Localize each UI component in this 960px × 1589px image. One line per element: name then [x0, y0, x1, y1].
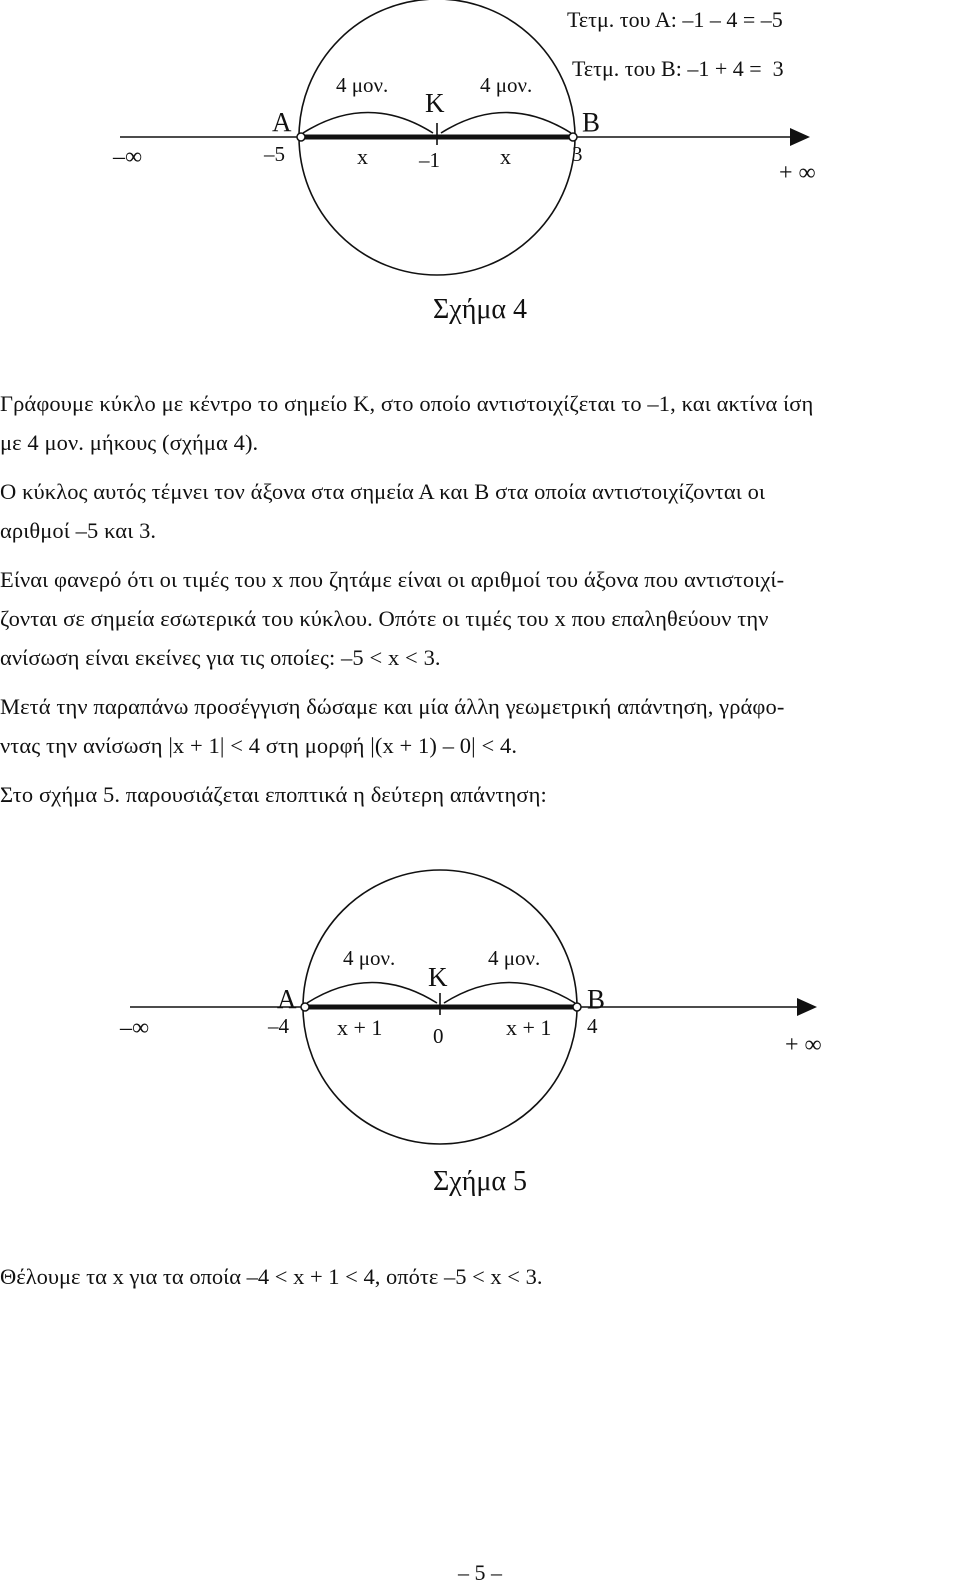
- left-arc: [307, 983, 437, 1004]
- coord-a-text: Τετμ. του Α: –1 – 4 = –5: [567, 7, 783, 32]
- point-k-label: Κ: [428, 962, 448, 992]
- right-arc: [444, 983, 575, 1004]
- minus-infinity-label: –∞: [120, 1015, 150, 1041]
- paragraph-2: [0, 472, 948, 550]
- plus-infinity-label: + ∞: [779, 160, 816, 186]
- tick-k-label: –1: [419, 148, 440, 172]
- segment-right-label: x: [500, 144, 511, 169]
- axis-arrowhead: [797, 998, 817, 1016]
- text-line: ντας την ανίσωση |x + 1| < 4 στη μορφή |(x + 1) – 0| < 4.: [0, 733, 518, 758]
- paragraph-3: [0, 560, 948, 677]
- right-arc: [441, 113, 571, 134]
- figure-5: [0, 880, 960, 1180]
- figure-4: [0, 0, 960, 300]
- text-line: με 4 μον. μήκους (σχήμα 4).: [0, 430, 259, 455]
- paragraph-4: [0, 687, 948, 765]
- coord-b-text: Τετμ. του Β: –1 + 4 = 3: [572, 56, 784, 81]
- point-a-label: Α: [277, 984, 297, 1014]
- figure-4-caption: Σχήμα 4: [432, 294, 528, 325]
- text-line: Γράφουμε κύκλο με κέντρο το σημείο Κ, στο οποίο αντιστοιχίζεται το –1, και ακτίνα ίση: [0, 391, 814, 416]
- left-arc-label: 4 μον.: [336, 73, 389, 97]
- point-b-label: Β: [587, 984, 606, 1014]
- text-line: ζονται σε σημεία εσωτερικά του κύκλου. Οπότε οι τιμές του x που επαληθεύουν την: [0, 606, 769, 631]
- point-k-label: Κ: [425, 88, 445, 118]
- segment-left-label: x: [357, 144, 368, 169]
- text-line: Στο σχήμα 5. παρουσιάζεται εποπτικά η δεύτερη απάντηση:: [0, 782, 547, 807]
- text-line: Είναι φανερό ότι οι τιμές του x που ζητάμε είναι οι αριθμοί του άξονα που αντιστοιχί-: [0, 567, 785, 592]
- minus-infinity-label: –∞: [113, 144, 143, 170]
- paragraph-5: [0, 775, 948, 814]
- segment-left-label: x + 1: [337, 1015, 383, 1040]
- text-line: Ο κύκλος αυτός τέμνει τον άξονα στα σημεία Α και Β στα οποία αντιστοιχίζονται οι: [0, 479, 766, 504]
- tick-b-label: 4: [587, 1014, 598, 1038]
- text-line: αριθμοί –5 και 3.: [0, 518, 157, 543]
- paragraph-1: [0, 384, 948, 462]
- figure-5-caption: Σχήμα 5: [432, 1166, 528, 1197]
- plus-infinity-label: + ∞: [785, 1032, 822, 1058]
- point-b-marker: [573, 1003, 581, 1011]
- tick-a-label: –5: [264, 142, 285, 166]
- tick-b-label: 3: [572, 142, 583, 166]
- left-arc-label: 4 μον.: [343, 946, 396, 970]
- left-arc: [303, 113, 433, 134]
- point-b-marker: [569, 133, 577, 141]
- point-a-marker: [301, 1003, 309, 1011]
- right-arc-label: 4 μον.: [480, 73, 533, 97]
- explanation-text: [0, 384, 948, 814]
- tick-a-label: –4: [268, 1014, 289, 1038]
- text-line: ανίσωση είναι εκείνες για τις οποίες: –5 < x < 3.: [0, 645, 441, 670]
- page-number: – 5 –: [458, 1560, 502, 1585]
- point-a-label: Α: [272, 107, 292, 137]
- segment-right-label: x + 1: [506, 1015, 552, 1040]
- point-a-marker: [297, 133, 305, 141]
- conclusion-text: Θέλουμε τα x για τα οποία –4 < x + 1 < 4, οπότε –5 < x < 3.: [0, 1264, 543, 1289]
- right-arc-label: 4 μον.: [488, 946, 541, 970]
- axis-arrowhead: [790, 128, 810, 146]
- text-line: Μετά την παραπάνω προσέγγιση δώσαμε και μία άλλη γεωμετρική απάντηση, γράφο-: [0, 694, 785, 719]
- tick-k-label: 0: [433, 1024, 444, 1048]
- point-b-label: Β: [582, 107, 601, 137]
